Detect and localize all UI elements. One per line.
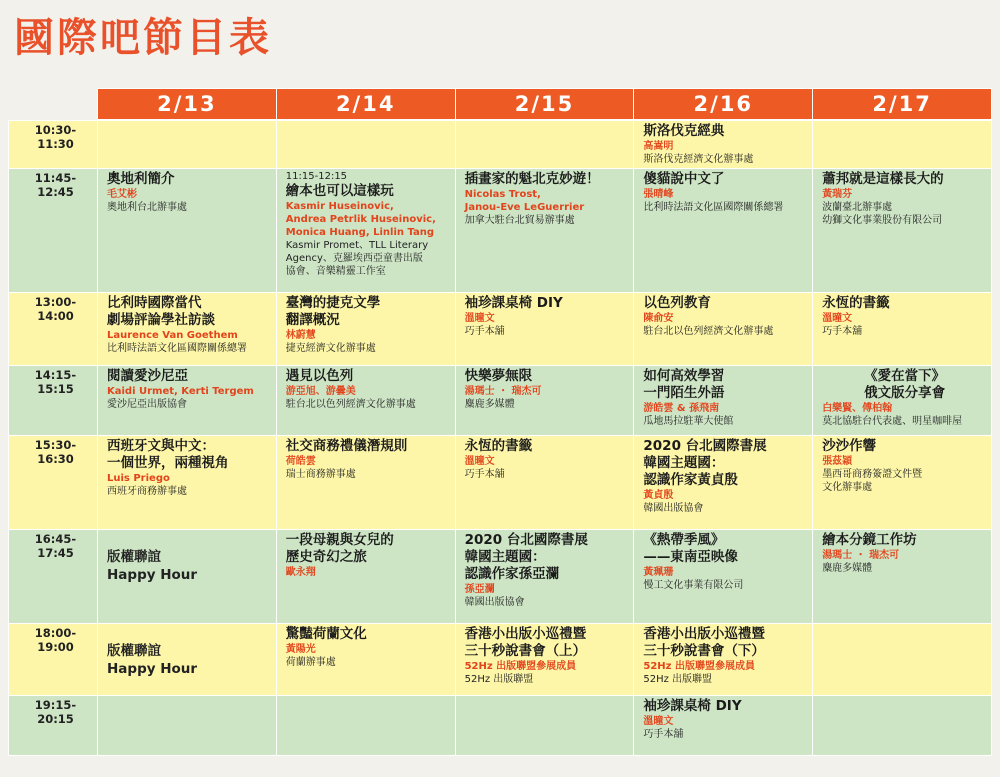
event-presenter: 荷皓雲 [285, 456, 316, 467]
event-title: 繪本分鏡工作坊 [822, 532, 917, 548]
event-cell [455, 293, 634, 366]
time-label: 16:45-17:45 [9, 530, 98, 624]
event-organizer: 駐台北以色列經濟文化辦事處 [643, 326, 774, 337]
event-cell [276, 366, 455, 436]
event-title: 臺灣的捷克文學 翻譯概況 [285, 295, 381, 328]
event-presenter: 高嵩明 [643, 141, 674, 152]
event-title: 袖珍課桌椅 DIY [643, 698, 742, 714]
time-slot-row [9, 366, 992, 436]
event-cell [634, 366, 813, 436]
event-cell [455, 366, 634, 436]
event-cell [276, 120, 455, 169]
event-title: 閱讀愛沙尼亞 [107, 368, 188, 384]
event-organizer: 加拿大駐台北貿易辦事處 [464, 215, 575, 226]
event-cell [98, 366, 277, 436]
event-title: 以色列教育 [643, 295, 711, 311]
event-organizer: 韓國出版協會 [643, 503, 704, 514]
event-title: 繪本也可以這樣玩 [285, 183, 394, 199]
event-organizer: 巧手本舖 [464, 326, 505, 337]
time-slot-row [9, 169, 992, 293]
event-presenter: 歐永翔 [285, 567, 316, 578]
event-title: 香港小出版小巡禮暨 三十秒說書會（下） [643, 626, 765, 659]
time-label: 10:30-11:30 [9, 120, 98, 169]
event-happy-hour: 版權聯誼 Happy Hour [107, 549, 198, 583]
event-cell [98, 696, 277, 756]
event-organizer: 麋鹿多媒體 [464, 399, 515, 410]
event-organizer: 愛沙尼亞出版協會 [107, 399, 187, 410]
time-slot-row [9, 624, 992, 696]
time-slot-row [9, 293, 992, 366]
schedule-table [8, 88, 992, 756]
event-organizer: 韓國出版協會 [464, 597, 525, 608]
event-cell [634, 293, 813, 366]
event-presenter: Luis Priego [107, 473, 170, 484]
day-header: 2/15 [455, 89, 634, 121]
event-cell [276, 696, 455, 756]
event-title: 社交商務禮儀潛規則 [285, 438, 408, 454]
event-cell [455, 120, 634, 169]
event-cell [634, 120, 813, 169]
event-title: 驚豔荷蘭文化 [285, 626, 367, 642]
time-label: 15:30-16:30 [9, 436, 98, 530]
event-title: 插畫家的魁北克妙遊！ [464, 171, 600, 187]
event-organizer: 麋鹿多媒體 [822, 563, 873, 574]
event-title: 如何高效學習 一門陌生外語 [643, 368, 725, 401]
day-header: 2/14 [276, 89, 455, 121]
event-title: 袖珍課桌椅 DIY [464, 295, 563, 311]
day-header: 2/13 [98, 89, 277, 121]
event-cell [813, 366, 992, 436]
event-presenter: 溫曈文 [643, 716, 674, 727]
event-cell [276, 436, 455, 530]
day-header: 2/16 [634, 89, 813, 121]
event-organizer: 捷克經濟文化辦事處 [285, 343, 376, 354]
event-presenter: Nicolas Trost, Janou-Eve LeGuerrier [464, 189, 585, 213]
event-cell [634, 530, 813, 624]
event-cell [455, 169, 634, 293]
day-header-row [9, 89, 992, 121]
event-title: 蕭邦就是這樣長大的 [822, 171, 944, 187]
time-label: 14:15-15:15 [9, 366, 98, 436]
event-title: 永恆的書籤 [822, 295, 890, 311]
event-cell [276, 624, 455, 696]
event-title: 比利時國際當代 劇場評論學社訪談 [107, 295, 215, 328]
event-organizer: 巧手本舖 [464, 469, 505, 480]
event-cell [276, 169, 455, 293]
event-title: 《熱帶季風》 ——東南亞映像 [643, 532, 738, 565]
event-cell [813, 293, 992, 366]
event-title: 斯洛伐克經典 [643, 123, 725, 139]
time-label: 19:15-20:15 [9, 696, 98, 756]
event-organizer: 巧手本舖 [822, 326, 863, 337]
event-organizer: 奧地利台北辦事處 [107, 202, 187, 213]
event-organizer: 荷蘭辦事處 [285, 657, 336, 668]
event-cell [98, 624, 277, 696]
event-presenter: 張茲穎 [822, 456, 853, 467]
event-presenter: 孫亞瀾 [464, 584, 495, 595]
event-organizer: 比利時法語文化區國際關係總署 [643, 202, 784, 213]
event-cell [813, 169, 992, 293]
event-cell [455, 624, 634, 696]
event-presenter: 黃貞殷 [643, 490, 674, 501]
event-organizer: 52Hz 出版聯盟 [464, 674, 534, 685]
event-presenter: 張晴峰 [643, 189, 674, 200]
page-title: 國際吧節目表 [14, 14, 272, 61]
time-slot-row [9, 120, 992, 169]
event-title: 2020 台北國際書展 韓國主題國： 認識作家黃貞殷 [643, 438, 767, 488]
event-cell [98, 293, 277, 366]
event-presenter: 湯瑪士 ・ 瑞杰可 [822, 550, 900, 561]
event-cell [455, 530, 634, 624]
event-presenter: 溫曈文 [822, 313, 853, 324]
event-cell [813, 120, 992, 169]
event-organizer: 莫北協駐台代表處、明星咖啡屋 [822, 416, 963, 427]
time-label: 11:45-12:45 [9, 169, 98, 293]
time-slot-row [9, 696, 992, 756]
event-organizer: Kasmir Promet、TLL Literary Agency、克羅埃西亞童書出版 協會、音樂精靈工作室 [285, 240, 429, 277]
event-time-note: 11:15-12:15 [285, 171, 348, 182]
event-presenter: Laurence Van Goethem [107, 330, 238, 341]
event-presenter: 毛艾彬 [107, 189, 137, 200]
event-organizer: 波蘭臺北辦事處 幼獅文化事業股份有限公司 [822, 202, 943, 226]
event-organizer: 墨西哥商務簽證文件暨 文化辦事處 [822, 469, 923, 493]
event-presenter: 游亞旭、游曇美 [285, 386, 356, 397]
event-presenter: 湯瑪士 ・ 瑞杰可 [464, 386, 542, 397]
event-title: 《愛在當下》 俄文版分享會 [864, 368, 946, 401]
event-organizer: 巧手本舖 [643, 729, 684, 740]
event-presenter: 52Hz 出版聯盟參展成員 [464, 661, 577, 672]
event-title: 沙沙作響 [822, 438, 877, 454]
event-cell [455, 436, 634, 530]
event-cell [813, 696, 992, 756]
day-header: 2/17 [813, 89, 992, 121]
event-cell [634, 436, 813, 530]
event-presenter: Kasmir Huseinovic, Andrea Petrlik Huseinovic, Monica Huang, Linlin Tang [285, 201, 436, 238]
event-title: 遇見以色列 [285, 368, 354, 384]
event-organizer: 慢工文化事業有限公司 [643, 580, 744, 591]
event-presenter: 52Hz 出版聯盟參展成員 [643, 661, 755, 672]
event-organizer: 52Hz 出版聯盟 [643, 674, 713, 685]
event-presenter: 游皓雲 & 孫飛南 [643, 403, 720, 414]
event-presenter: 陳俞安 [643, 313, 674, 324]
event-cell [98, 436, 277, 530]
event-presenter: 黃陽光 [285, 644, 316, 655]
event-organizer: 西班牙商務辦事處 [107, 486, 187, 497]
event-presenter: 林蔚慧 [285, 330, 316, 341]
event-happy-hour: 版權聯誼 Happy Hour [107, 643, 198, 677]
event-cell [634, 624, 813, 696]
event-cell [813, 436, 992, 530]
time-label: 13:00-14:00 [9, 293, 98, 366]
event-organizer: 瑞士商務辦事處 [285, 469, 356, 480]
event-cell [813, 624, 992, 696]
event-organizer: 瓜地馬拉駐華大使館 [643, 416, 734, 427]
event-cell [634, 169, 813, 293]
event-presenter: 黃瑞芬 [822, 189, 853, 200]
event-cell [276, 293, 455, 366]
event-cell [98, 530, 277, 624]
event-cell [634, 696, 813, 756]
event-title: 永恆的書籤 [464, 438, 533, 454]
event-cell [276, 530, 455, 624]
event-presenter: Kaidi Urmet, Kerti Tergem [107, 386, 254, 397]
time-slot-row [9, 530, 992, 624]
event-title: 一段母親與女兒的 歷史奇幻之旅 [285, 532, 394, 565]
event-title: 西班牙文與中文： 一個世界，兩種視角 [107, 438, 229, 471]
event-title: 快樂夢無限 [464, 368, 533, 384]
event-presenter: 白樂賢、傅柏翰 [822, 403, 893, 414]
event-cell [98, 169, 277, 293]
event-title: 傻貓說中文了 [643, 171, 725, 187]
event-organizer: 斯洛伐克經濟文化辦事處 [643, 154, 754, 165]
time-label: 18:00-19:00 [9, 624, 98, 696]
event-cell [813, 530, 992, 624]
event-title: 奧地利簡介 [107, 171, 175, 187]
time-slot-row [9, 436, 992, 530]
event-cell [98, 120, 277, 169]
event-organizer: 駐台北以色列經濟文化辦事處 [285, 399, 416, 410]
event-title: 2020 台北國際書展 韓國主題國： 認識作家孫亞瀾 [464, 532, 588, 582]
event-cell [455, 696, 634, 756]
corner-cell [9, 89, 98, 121]
event-presenter: 溫曈文 [464, 456, 495, 467]
event-title: 香港小出版小巡禮暨 三十秒說書會（上） [464, 626, 587, 659]
event-organizer: 比利時法語文化區國際關係總署 [107, 343, 247, 354]
event-presenter: 溫曈文 [464, 313, 495, 324]
event-presenter: 黃珮珊 [643, 567, 674, 578]
